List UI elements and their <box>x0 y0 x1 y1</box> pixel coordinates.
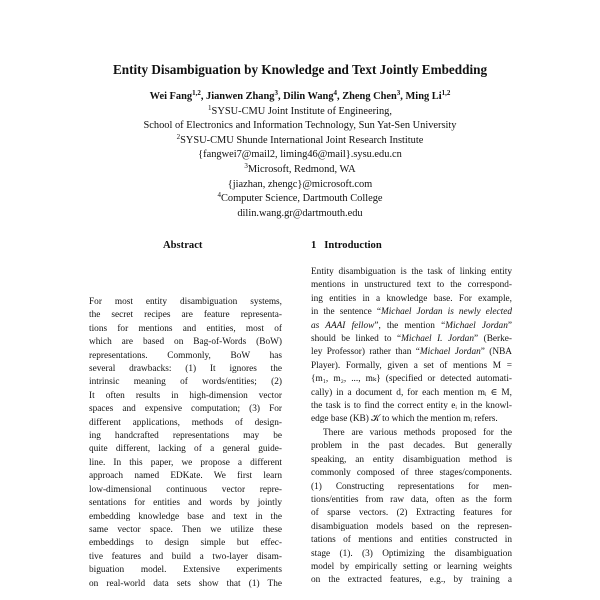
abstract-body <box>89 296 282 591</box>
intro-line: There are various methods proposed for the <box>323 427 512 438</box>
intro-line: mentions in unstructured text to the correspond- <box>311 280 512 291</box>
intro-line: ing entities in a knowledge base. For example, <box>311 293 512 304</box>
affiliation-line: $^1$SYSU-CMU Joint Institute of Engineering, <box>208 103 392 117</box>
abstract-line: biguation model. Extensive experiments <box>89 565 282 576</box>
introduction-body <box>311 266 512 588</box>
author-affiliation-mark: 3 <box>396 89 401 97</box>
abstract-line: tions for mentions and entities, most of <box>89 323 282 334</box>
affiliations <box>0 105 600 222</box>
intro-line: Player). Formally, given a set of mentions M = <box>311 360 512 371</box>
intro-line: stage (1). (3) Optimizing the disambiguation <box>311 548 512 559</box>
intro-line: tions/entities from raw data, often as the form <box>311 494 512 505</box>
author-affiliation-mark: 1,2 <box>192 89 201 97</box>
abstract-line: on real-world data sets show that (1) The <box>89 578 282 589</box>
abstract-line: embeddings to design simple but effec- <box>89 538 282 549</box>
author-name: Ming Li <box>405 91 442 102</box>
affiliation-line: {fangwei7@mail2, liming46@mail}.sysu.edu.cn <box>198 149 402 161</box>
abstract-line: sentations for entities and words by jointly <box>89 498 282 509</box>
author-name: Dilin Wang <box>283 91 334 102</box>
abstract-line: low-dimensional continuous vector repre- <box>89 484 282 495</box>
intro-line: commonly composed of three stages/components. <box>311 468 512 479</box>
introduction-heading <box>311 240 382 251</box>
intro-line: tations of mentions and entities constructed in <box>311 535 512 546</box>
section-title: Introduction <box>324 240 382 251</box>
author-name: Zheng Chen <box>342 91 397 102</box>
author-name: Wei Fang <box>149 91 193 102</box>
affiliation-line: {jiazhan, zhengc}@microsoft.com <box>227 178 373 190</box>
abstract-line: line. In this paper, we propose a different <box>89 457 282 468</box>
intro-line: should be linked to “Michael I. Jordan” (Berke- <box>311 334 512 345</box>
affiliation-mark: 4 <box>217 191 221 200</box>
affiliation-line: dilin.wang.gr@dartmouth.edu <box>237 207 363 219</box>
abstract-line: different applications, methods of design- <box>89 417 282 428</box>
affiliation-mark: 1 <box>208 103 212 112</box>
intro-line: model by empirically setting or learning weights <box>311 561 512 572</box>
intro-line: edge base (KB) 𝒦 to which the mention mᵢ refers. <box>311 414 498 425</box>
intro-line: disambiguation models based on the represen- <box>311 521 512 532</box>
abstract-line: quite different, lacking of a general guide- <box>89 444 282 455</box>
intro-line: ley Professor) rather than “Michael Jordan” (NBA <box>311 347 512 358</box>
abstract-line: ing handcrafted representations may be <box>89 431 282 442</box>
author-affiliation-mark: 4 <box>333 89 338 97</box>
intro-line: cally) in a document d, for each mention mᵢ ∈ M, <box>311 387 512 398</box>
abstract-line: tive features and build a two-layer disam- <box>89 551 282 562</box>
affiliation-mark: 2 <box>176 132 181 141</box>
intro-line: the task is to find the correct entity eᵢ in the knowl- <box>311 401 512 412</box>
affiliation-line: School of Electronics and Information Technology, Sun Yat-Sen University <box>143 120 457 132</box>
abstract-line: intrinsic meaning of words/entities; (2) <box>89 377 282 388</box>
author-block <box>0 90 600 221</box>
intro-line: in the sentence “Michael Jordan is newly elected <box>311 307 512 318</box>
abstract-line: It often results in high-dimension vector <box>89 390 282 401</box>
author-affiliation-mark: 3 <box>274 89 278 97</box>
abstract-line: embedding knowledge base and text in the <box>89 511 282 522</box>
author-affiliation-mark: 1,2 <box>441 89 451 97</box>
intro-line: {m₁, m₂, ..., mₖ} (specified or detected automati- <box>311 374 512 385</box>
intro-line: Entity disambiguation is the task of linking entity <box>311 267 512 277</box>
affiliation-line: $^4$Computer Science, Dartmouth College <box>217 191 383 205</box>
intro-line: as AAAI fellow”, the mention “Michael Jordan” <box>311 320 512 331</box>
abstract-line: spaces and expensive computation; (3) For <box>89 404 282 415</box>
abstract-line: For most entity disambiguation systems, <box>89 297 282 307</box>
author-name: Jianwen Zhang <box>206 91 275 102</box>
abstract-line: approach named EDKate. We first learn <box>89 471 282 482</box>
abstract-line: which are based on Bag-of-Words (BoW) <box>89 337 282 348</box>
abstract-line: same vector space. Then we utilize these <box>89 524 282 535</box>
intro-line: problem in the past decades. But generally <box>311 441 512 452</box>
paper-title: Entity Disambiguation by Knowledge and Text Jointly Embedding <box>112 62 488 77</box>
intro-line: of sparse vectors. (2) Extracting features for <box>311 508 512 519</box>
affiliation-mark: 3 <box>244 161 248 170</box>
intro-line: speaking, an entity disambiguation method is <box>311 454 512 465</box>
author-names: Wei Fang$^{1,2}$, Jianwen Zhang$^3$, Dilin Wang$^4$, Zheng Chen$^3$, Ming Li$^{1,2}$ <box>149 89 451 102</box>
affiliation-line: $^3$Microsoft, Redmond, WA <box>244 161 356 175</box>
intro-line: (1) Constructing representations for men- <box>311 481 512 492</box>
abstract-heading: Abstract <box>163 240 203 251</box>
abstract-line: the secret recipes are feature representa- <box>89 310 282 321</box>
affiliation-line: $^2$SYSU-CMU Shunde International Joint Research Institute <box>176 132 424 146</box>
section-number: 1 <box>311 240 317 251</box>
intro-line: on the extracted features, e.g., by training a <box>311 575 512 586</box>
abstract-line: several drawbacks: (1) It ignores the <box>89 364 282 375</box>
abstract-line: representations. Commonly, BoW has <box>89 350 282 361</box>
